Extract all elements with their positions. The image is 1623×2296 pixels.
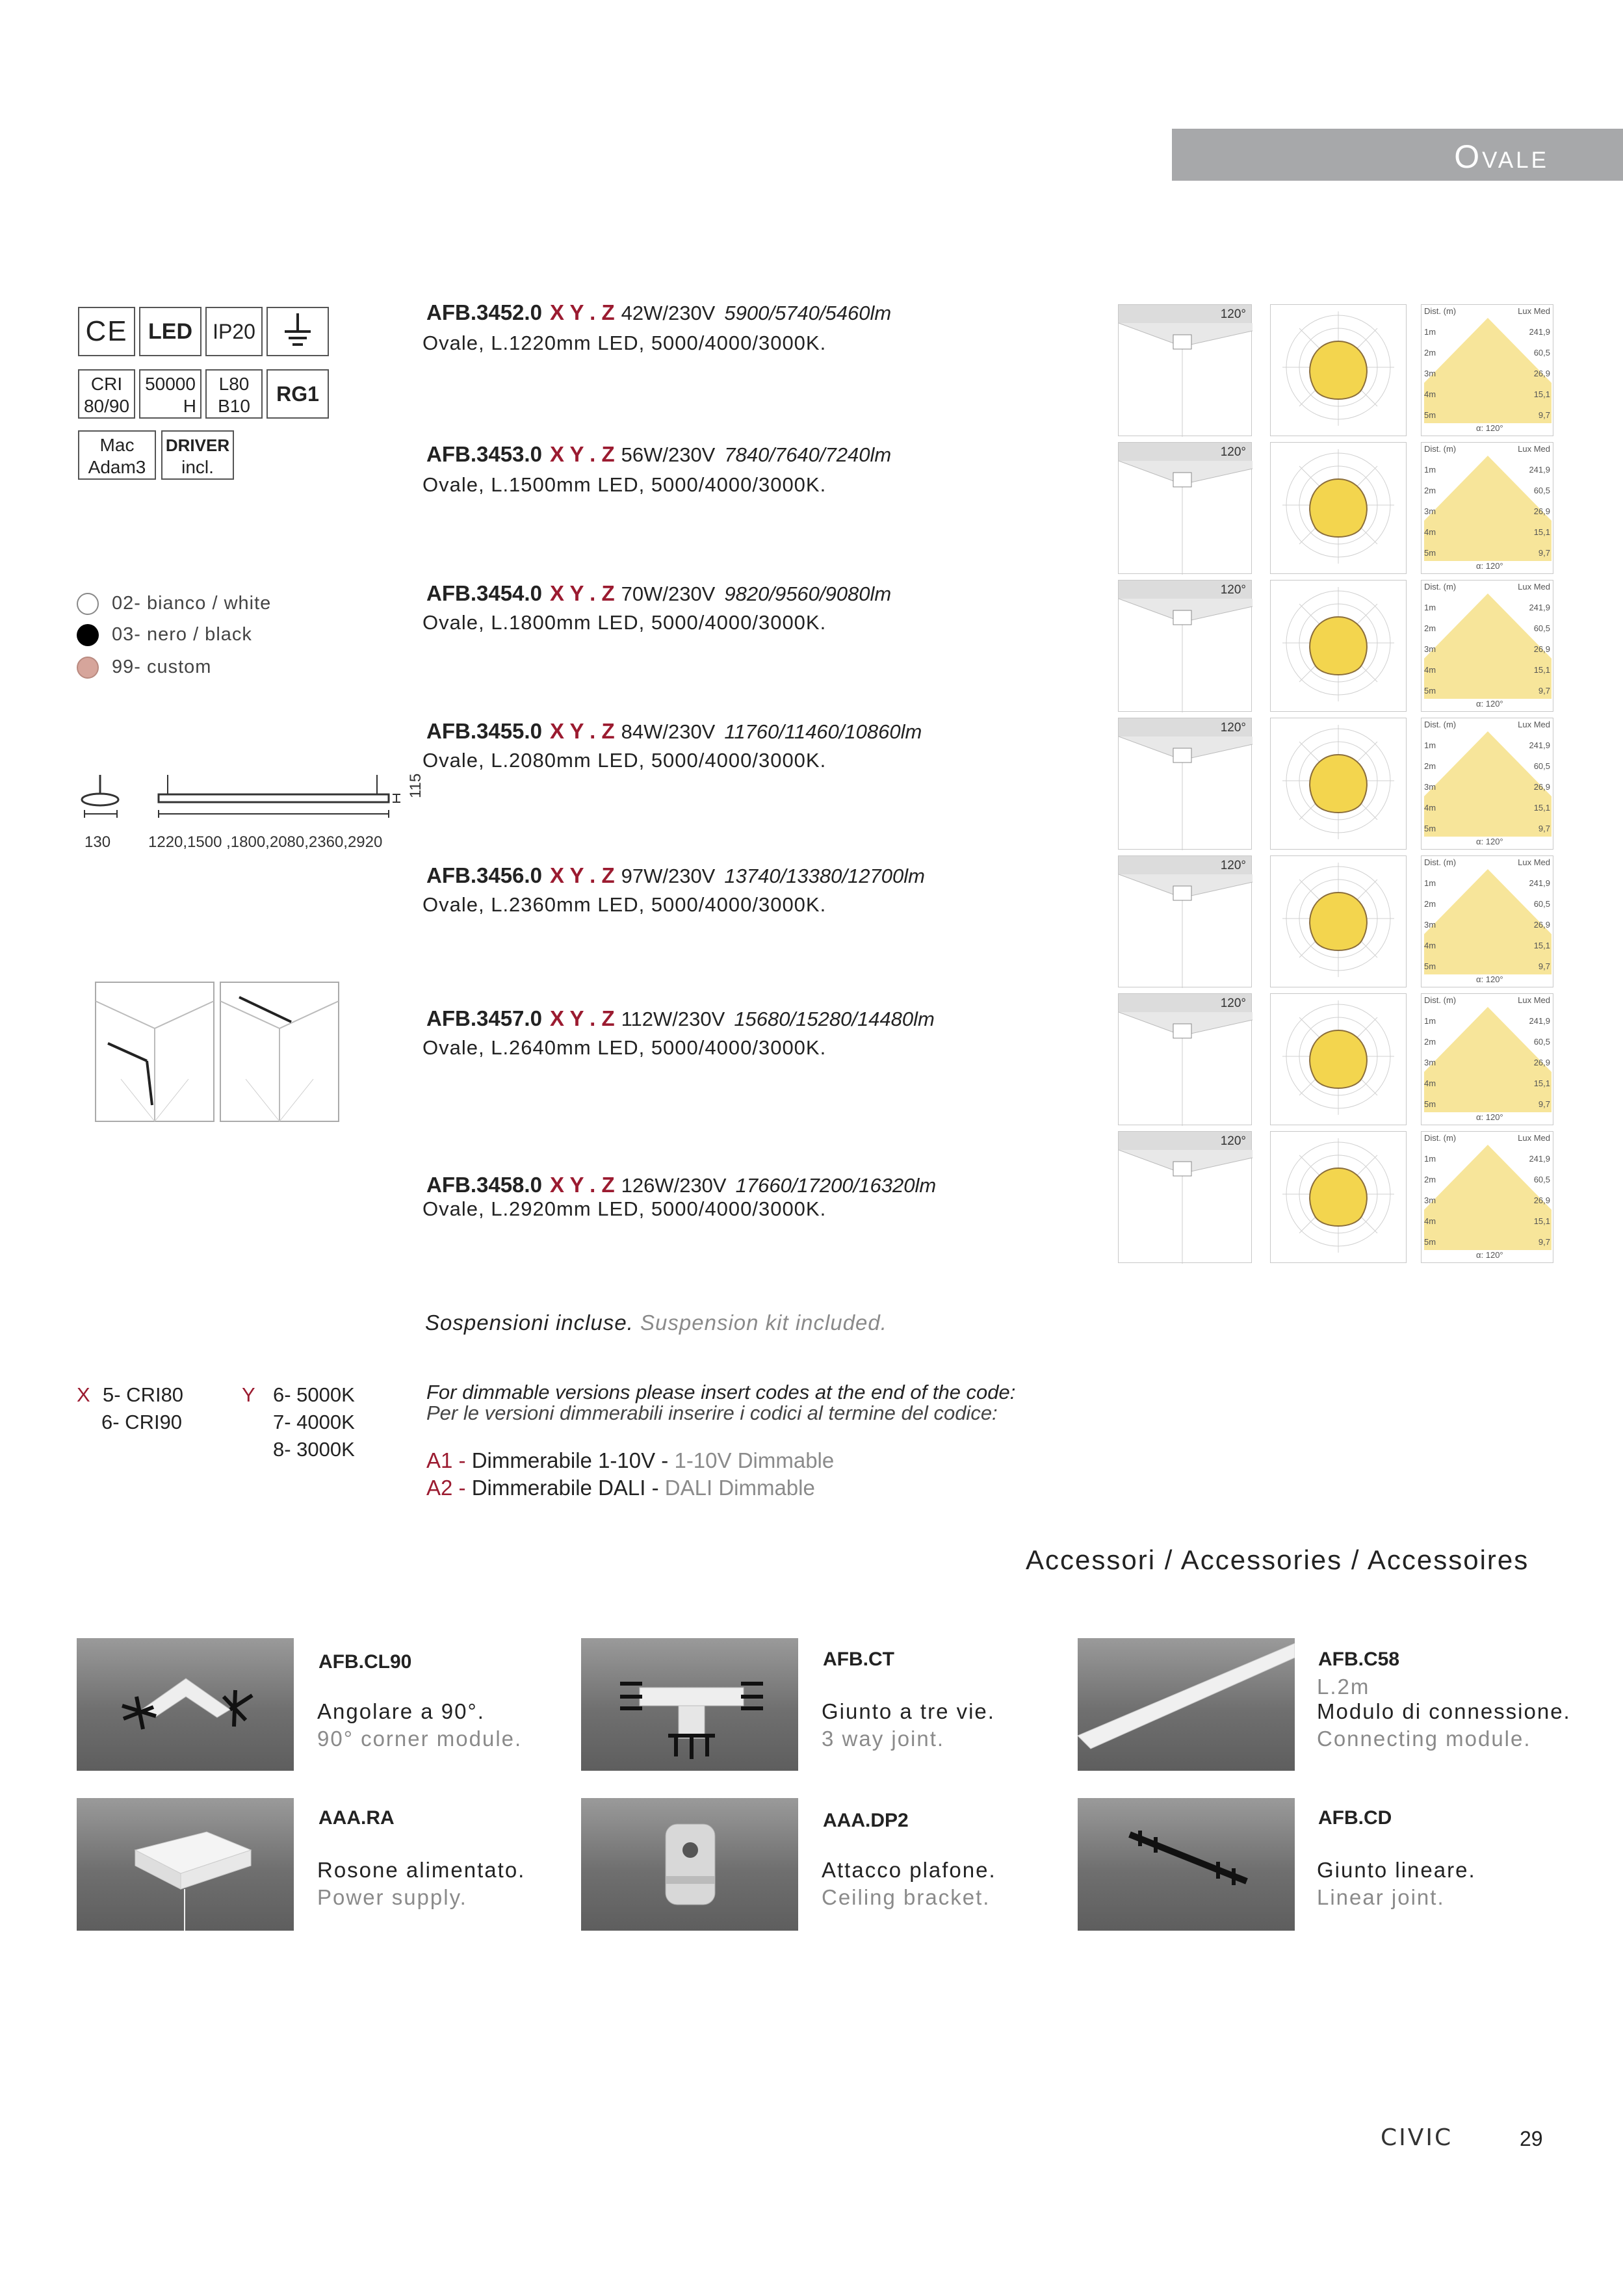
product-code: AFB.3454.0 — [426, 581, 542, 605]
accessory-name-en: 90° corner module. — [317, 1727, 523, 1751]
white-swatch — [77, 593, 99, 615]
product-lumen: 9820/9560/9080lm — [724, 582, 892, 605]
illuminance-row: 2m 60,5 — [1424, 1037, 1550, 1047]
product-variant-code: X Y . Z — [549, 719, 615, 743]
led-badge: LED — [139, 307, 201, 356]
accessory-image-connector — [1078, 1638, 1295, 1771]
illuminance-row: 1m 241,9 — [1424, 603, 1550, 612]
photometric-row — [1118, 304, 1553, 436]
product-code: AFB.3452.0 — [426, 300, 542, 324]
product-variant-code: X Y . Z — [549, 300, 615, 324]
polar-diagram — [1270, 580, 1407, 712]
accessory-name-en: 3 way joint. — [822, 1727, 945, 1751]
beam-angle-label: 120° — [1220, 997, 1246, 1010]
illuminance-row: 4m 15,1 — [1424, 1078, 1550, 1088]
product-lumen: 15680/15280/14480lm — [734, 1008, 935, 1030]
illuminance-row: 3m 26,9 — [1424, 1058, 1550, 1067]
y-option: 8- 3000K — [273, 1438, 355, 1461]
accessory-name-en: Linear joint. — [1317, 1885, 1445, 1909]
product-code-line — [426, 719, 922, 744]
illuminance-table: Dist. (m) Lux Med 1m 241,9 2m 60,5 3m 26,9 4m 15,1 5m 9,7 α: 120° — [1421, 580, 1553, 712]
page-number: 29 — [1520, 2127, 1543, 2150]
product-power: 97W/230V — [621, 865, 716, 887]
dimmable-title-en: For dimmable versions please insert codes at the end of the code: — [426, 1381, 1016, 1403]
accessory-image-corner — [77, 1638, 294, 1771]
black-swatch — [77, 624, 99, 646]
illuminance-row: 5m 9,7 — [1424, 1099, 1550, 1109]
product-code-line — [426, 581, 891, 606]
custom-swatch — [77, 657, 99, 679]
illuminance-row: 4m 15,1 — [1424, 389, 1550, 399]
suspension-it: Sospensioni incluse. — [425, 1311, 634, 1335]
accessory-name-en: Ceiling bracket. — [822, 1885, 991, 1909]
accessory-code: AAA.DP2 — [823, 1810, 909, 1831]
illuminance-row: 1m 241,9 — [1424, 465, 1550, 475]
polar-diagram — [1270, 304, 1407, 436]
accessory-image-canopy — [77, 1798, 294, 1931]
illuminance-row: 4m 15,1 — [1424, 1216, 1550, 1226]
photometric-row — [1118, 718, 1553, 850]
illuminance-row: 2m 60,5 — [1424, 761, 1550, 771]
beam-angle-label: 120° — [1220, 445, 1246, 459]
lifetime-badge: 50000 H — [139, 369, 201, 419]
beam-angle-label: 120° — [1220, 859, 1246, 872]
beam-angle-diagram — [1118, 1131, 1252, 1263]
illuminance-row: 2m 60,5 — [1424, 899, 1550, 909]
illuminance-row: 5m 9,7 — [1424, 1237, 1550, 1247]
product-variant-code: X Y . Z — [549, 1173, 615, 1197]
illuminance-row: 1m 241,9 — [1424, 327, 1550, 337]
illuminance-row: 5m 9,7 — [1424, 961, 1550, 971]
illuminance-row: 2m 60,5 — [1424, 486, 1550, 495]
height-label: 115 — [407, 773, 424, 798]
product-description: Ovale, L.2920mm LED, 5000/4000/3000K. — [422, 1197, 827, 1220]
product-code-line — [426, 863, 925, 888]
product-lumen: 17660/17200/16320lm — [735, 1174, 937, 1197]
beam-angle-diagram — [1118, 993, 1252, 1125]
accessory-name-en: Connecting module. — [1317, 1727, 1531, 1751]
macadam-badge: Mac Adam3 — [78, 430, 156, 480]
accessory-extra: L.2m — [1317, 1675, 1370, 1699]
product-lumen: 5900/5740/5460lm — [724, 302, 892, 324]
illuminance-table: Dist. (m) Lux Med 1m 241,9 2m 60,5 3m 26,9 4m 15,1 5m 9,7 α: 120° — [1421, 1131, 1553, 1263]
illuminance-row: 5m 9,7 — [1424, 548, 1550, 558]
illuminance-table: Dist. (m) Lux Med 1m 241,9 2m 60,5 3m 26,9 4m 15,1 5m 9,7 α: 120° — [1421, 304, 1553, 436]
ceiling-installation-image — [220, 982, 339, 1122]
illuminance-row: 5m 9,7 — [1424, 824, 1550, 833]
dimension-diagram — [71, 767, 435, 839]
color-option-label: 02- bianco / white — [112, 593, 272, 614]
beam-angle-label: 120° — [1220, 721, 1246, 735]
accessory-image-bracket — [581, 1798, 798, 1931]
polar-diagram — [1270, 855, 1407, 987]
corner-installation-image — [95, 982, 214, 1122]
accessory-name-it: Giunto a tre vie. — [822, 1699, 995, 1723]
illuminance-row: 3m 26,9 — [1424, 506, 1550, 516]
illuminance-row: 5m 9,7 — [1424, 410, 1550, 420]
cri-badge: CRI 80/90 — [78, 369, 135, 419]
product-description: Ovale, L.1800mm LED, 5000/4000/3000K. — [422, 611, 827, 634]
color-option-label: 03- nero / black — [112, 624, 252, 645]
accessories-title: Accessori / Accessories / Accessoires — [1026, 1545, 1529, 1575]
accessory-code: AFB.CL90 — [318, 1651, 412, 1673]
beam-angle-label: 120° — [1220, 307, 1246, 321]
product-code: AFB.3453.0 — [426, 442, 542, 466]
photometric-row — [1118, 993, 1553, 1125]
photometric-row — [1118, 1131, 1553, 1263]
illuminance-row: 1m 241,9 — [1424, 740, 1550, 750]
illuminance-row: 3m 26,9 — [1424, 1195, 1550, 1205]
beam-angle-diagram — [1118, 304, 1252, 436]
l80-b10-badge: L80 B10 — [205, 369, 263, 419]
accessory-name-it: Rosone alimentato. — [317, 1858, 526, 1882]
beam-angle-diagram — [1118, 855, 1252, 987]
product-code-line — [426, 300, 891, 325]
illuminance-row: 2m 60,5 — [1424, 348, 1550, 358]
product-variant-code: X Y . Z — [549, 442, 615, 466]
beam-angle-diagram — [1118, 718, 1252, 850]
x-label: X — [77, 1383, 90, 1406]
illuminance-row: 4m 15,1 — [1424, 665, 1550, 675]
polar-diagram — [1270, 1131, 1407, 1263]
illuminance-row: 3m 26,9 — [1424, 369, 1550, 378]
product-power: 70W/230V — [621, 582, 716, 605]
lengths-label: 1220,1500 ,1800,2080,2360,2920 — [148, 833, 383, 851]
rg1-badge: RG1 — [266, 369, 329, 419]
illuminance-row: 4m 15,1 — [1424, 803, 1550, 813]
beam-angle-diagram — [1118, 580, 1252, 712]
illuminance-row: 1m 241,9 — [1424, 878, 1550, 888]
product-variant-code: X Y . Z — [549, 863, 615, 887]
photometric-row — [1118, 855, 1553, 987]
page-title: Ovale — [1454, 138, 1549, 175]
beam-angle-label: 120° — [1220, 1134, 1246, 1148]
beam-angle-label: 120° — [1220, 583, 1246, 597]
product-code: AFB.3457.0 — [426, 1006, 542, 1030]
product-power: 84W/230V — [621, 720, 716, 743]
polar-diagram — [1270, 442, 1407, 574]
dimmable-option: A2 - Dimmerabile DALI - DALI Dimmable — [426, 1476, 815, 1500]
accessory-code: AFB.CD — [1318, 1807, 1392, 1829]
illuminance-row: 5m 9,7 — [1424, 686, 1550, 696]
product-lumen: 13740/13380/12700lm — [724, 865, 925, 887]
accessory-name-it: Giunto lineare. — [1317, 1858, 1476, 1882]
brand-logo: CIVIC — [1381, 2124, 1453, 2151]
illuminance-row: 1m 241,9 — [1424, 1016, 1550, 1026]
illuminance-row: 2m 60,5 — [1424, 1175, 1550, 1184]
accessory-name-it: Attacco plafone. — [822, 1858, 996, 1882]
dimmable-option: A1 - Dimmerabile 1-10V - 1-10V Dimmable — [426, 1448, 835, 1472]
product-description: Ovale, L.2360mm LED, 5000/4000/3000K. — [422, 893, 827, 916]
illuminance-table: Dist. (m) Lux Med 1m 241,9 2m 60,5 3m 26,9 4m 15,1 5m 9,7 α: 120° — [1421, 442, 1553, 574]
product-power: 126W/230V — [621, 1174, 727, 1197]
product-description: Ovale, L.2080mm LED, 5000/4000/3000K. — [422, 749, 827, 772]
illuminance-row: 4m 15,1 — [1424, 941, 1550, 950]
illuminance-row: 3m 26,9 — [1424, 920, 1550, 930]
color-option-label: 99- custom — [112, 657, 212, 677]
accessory-image-linear-joint — [1078, 1798, 1295, 1931]
suspension-en: Suspension kit included. — [640, 1311, 887, 1335]
illuminance-row: 2m 60,5 — [1424, 623, 1550, 633]
beam-angle-diagram — [1118, 442, 1252, 574]
illuminance-row: 4m 15,1 — [1424, 527, 1550, 537]
product-code-line — [426, 442, 891, 467]
product-lumen: 11760/11460/10860lm — [724, 720, 922, 743]
product-power: 56W/230V — [621, 443, 716, 466]
suspension-note — [425, 1311, 887, 1335]
product-power: 112W/230V — [621, 1008, 725, 1030]
y-label: Y — [242, 1383, 255, 1406]
y-option: 6- 5000K — [273, 1383, 355, 1406]
accessory-name-en: Power supply. — [317, 1885, 467, 1909]
product-code-line — [426, 1173, 936, 1197]
product-code: AFB.3455.0 — [426, 719, 542, 743]
diameter-label: 130 — [84, 833, 111, 851]
illuminance-row: 1m 241,9 — [1424, 1154, 1550, 1164]
accessory-code: AFB.C58 — [1318, 1649, 1400, 1670]
illuminance-table: Dist. (m) Lux Med 1m 241,9 2m 60,5 3m 26,9 4m 15,1 5m 9,7 α: 120° — [1421, 718, 1553, 850]
product-lumen: 7840/7640/7240lm — [724, 443, 892, 466]
illuminance-row: 3m 26,9 — [1424, 644, 1550, 654]
x-option: 6- CRI90 — [101, 1411, 183, 1433]
accessory-name-it: Modulo di connessione. — [1317, 1699, 1571, 1723]
polar-diagram — [1270, 993, 1407, 1125]
illuminance-table: Dist. (m) Lux Med 1m 241,9 2m 60,5 3m 26,9 4m 15,1 5m 9,7 α: 120° — [1421, 855, 1553, 987]
polar-diagram — [1270, 718, 1407, 850]
illuminance-row: 3m 26,9 — [1424, 782, 1550, 792]
photometric-row — [1118, 580, 1553, 712]
ip-rating: IP20 — [205, 307, 263, 356]
x-option: 5- CRI80 — [103, 1383, 184, 1406]
product-code-line — [426, 1006, 935, 1031]
accessory-name-it: Angolare a 90°. — [317, 1699, 485, 1723]
accessory-image-tjoint — [581, 1638, 798, 1771]
product-description: Ovale, L.1500mm LED, 5000/4000/3000K. — [422, 473, 827, 496]
product-code: AFB.3458.0 — [426, 1173, 542, 1197]
product-description: Ovale, L.1220mm LED, 5000/4000/3000K. — [422, 332, 827, 354]
driver-badge: DRIVER incl. — [161, 430, 234, 480]
accessory-code: AFB.CT — [823, 1649, 894, 1670]
product-variant-code: X Y . Z — [549, 1006, 615, 1030]
photometric-row — [1118, 442, 1553, 574]
product-power: 42W/230V — [621, 302, 716, 324]
ground-icon — [266, 307, 329, 356]
product-code: AFB.3456.0 — [426, 863, 542, 887]
y-option: 7- 4000K — [273, 1411, 355, 1433]
dimmable-title-it: Per le versioni dimmerabili inserire i codici al termine del codice: — [426, 1402, 998, 1424]
illuminance-table: Dist. (m) Lux Med 1m 241,9 2m 60,5 3m 26,9 4m 15,1 5m 9,7 α: 120° — [1421, 993, 1553, 1125]
product-variant-code: X Y . Z — [549, 581, 615, 605]
product-description: Ovale, L.2640mm LED, 5000/4000/3000K. — [422, 1036, 827, 1059]
ce-mark: CE — [78, 307, 135, 356]
accessory-code: AAA.RA — [318, 1807, 395, 1829]
